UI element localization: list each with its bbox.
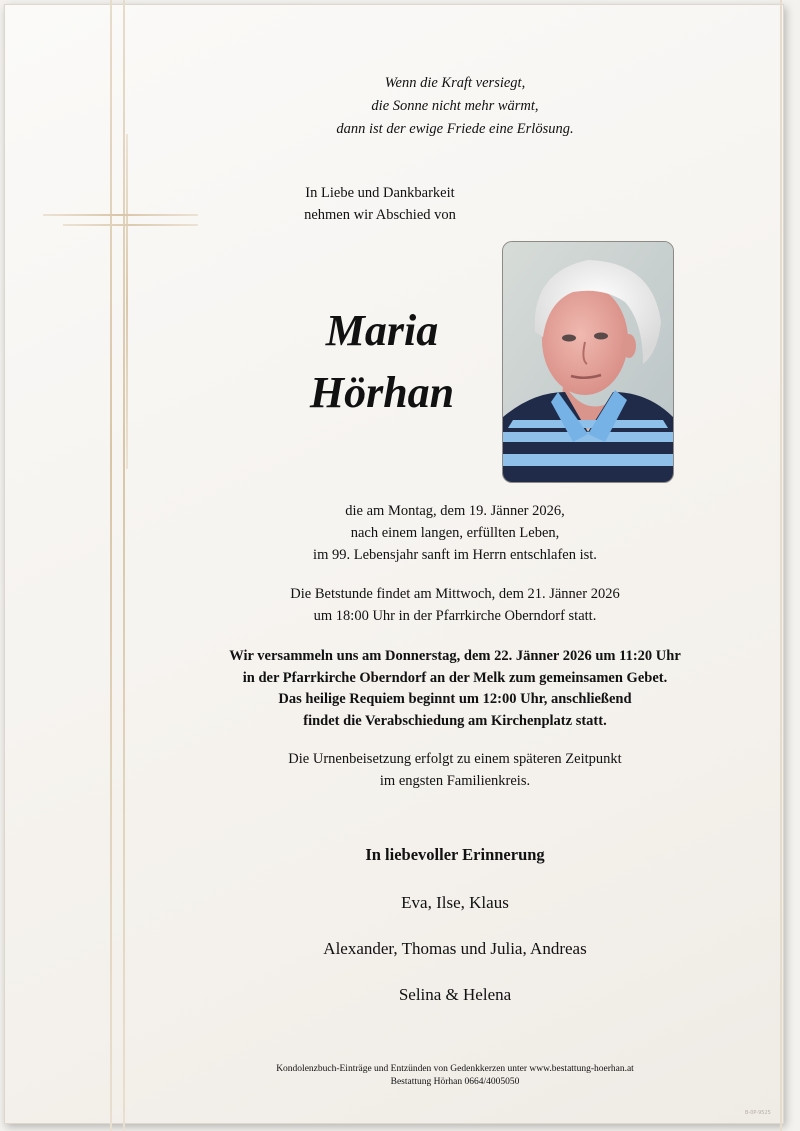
intro-line: In Liebe und Dankbarkeit xyxy=(305,185,455,201)
survivors-line: Eva, Ilse, Klaus xyxy=(401,893,509,912)
death-notice-line: die am Montag, dem 19. Jänner 2026, xyxy=(345,503,565,519)
right-border-line xyxy=(780,0,782,1131)
urn-notice xyxy=(230,748,680,792)
footer xyxy=(200,1063,710,1089)
prayer-hour-notice xyxy=(230,583,680,627)
survivors-line: Selina & Helena xyxy=(398,985,512,1004)
intro-line: nehmen wir Abschied von xyxy=(304,207,456,223)
funeral-line: findet die Verabschiedung am Kirchenplatz statt. xyxy=(303,712,607,729)
cross-short-vertical xyxy=(126,134,128,469)
funeral-notice xyxy=(180,646,730,732)
death-notice-line: nach einem langen, erfüllten Leben, xyxy=(350,525,560,541)
funeral-line: Das heilige Requiem beginnt um 12:00 Uhr, anschließend xyxy=(278,691,632,707)
cross-line-right xyxy=(123,0,125,1131)
urn-line: Die Urnenbeisetzung erfolgt zu einem späteren Zeitpunkt xyxy=(288,751,622,767)
survivors-line: Alexander, Thomas und Julia, Andreas xyxy=(323,939,587,958)
first-name: Maria xyxy=(325,306,439,355)
document-code: B-0P-9525 xyxy=(745,1110,771,1116)
urn-line: im engsten Familienkreis. xyxy=(379,773,531,789)
funeral-line: in der Pfarrkirche Oberndorf an der Melk zum gemeinsamen Gebet. xyxy=(242,669,668,686)
prayer-hour-line: um 18:00 Uhr in der Pfarrkirche Oberndorf statt. xyxy=(313,608,597,624)
portrait-photo xyxy=(502,241,674,483)
portrait-illustration xyxy=(503,242,673,482)
intro-text xyxy=(230,182,530,226)
footer-contact-line: Bestattung Hörhan 0664/4005050 xyxy=(390,1077,520,1087)
deceased-name xyxy=(232,300,532,424)
cross-line-left xyxy=(110,0,112,1131)
footer-condolence-line: Kondolenzbuch-Einträge und Entzünden von Gedenkkerzen unter www.bestattung-hoerhan.at xyxy=(276,1064,634,1074)
death-notice xyxy=(250,500,660,566)
funeral-line: Wir versammeln uns am Donnerstag, dem 22. Jänner 2026 um 11:20 Uhr xyxy=(229,648,681,664)
last-name: Hörhan xyxy=(309,368,455,417)
poem-line: Wenn die Kraft versiegt, xyxy=(384,75,526,91)
prayer-hour-line: Die Betstunde findet am Mittwoch, dem 21. Jänner 2026 xyxy=(290,586,620,602)
poem-line: dann ist der ewige Friede eine Erlösung. xyxy=(336,121,574,137)
poem-line: die Sonne nicht mehr wärmt, xyxy=(371,98,539,114)
cross-horizontal-lower xyxy=(63,224,198,226)
cross-horizontal-upper xyxy=(43,214,198,216)
death-notice-line: im 99. Lebensjahr sanft im Herrn entschlafen ist. xyxy=(313,547,597,563)
poem xyxy=(230,72,680,141)
memory-title: In liebevoller Erinnerung xyxy=(365,845,545,864)
